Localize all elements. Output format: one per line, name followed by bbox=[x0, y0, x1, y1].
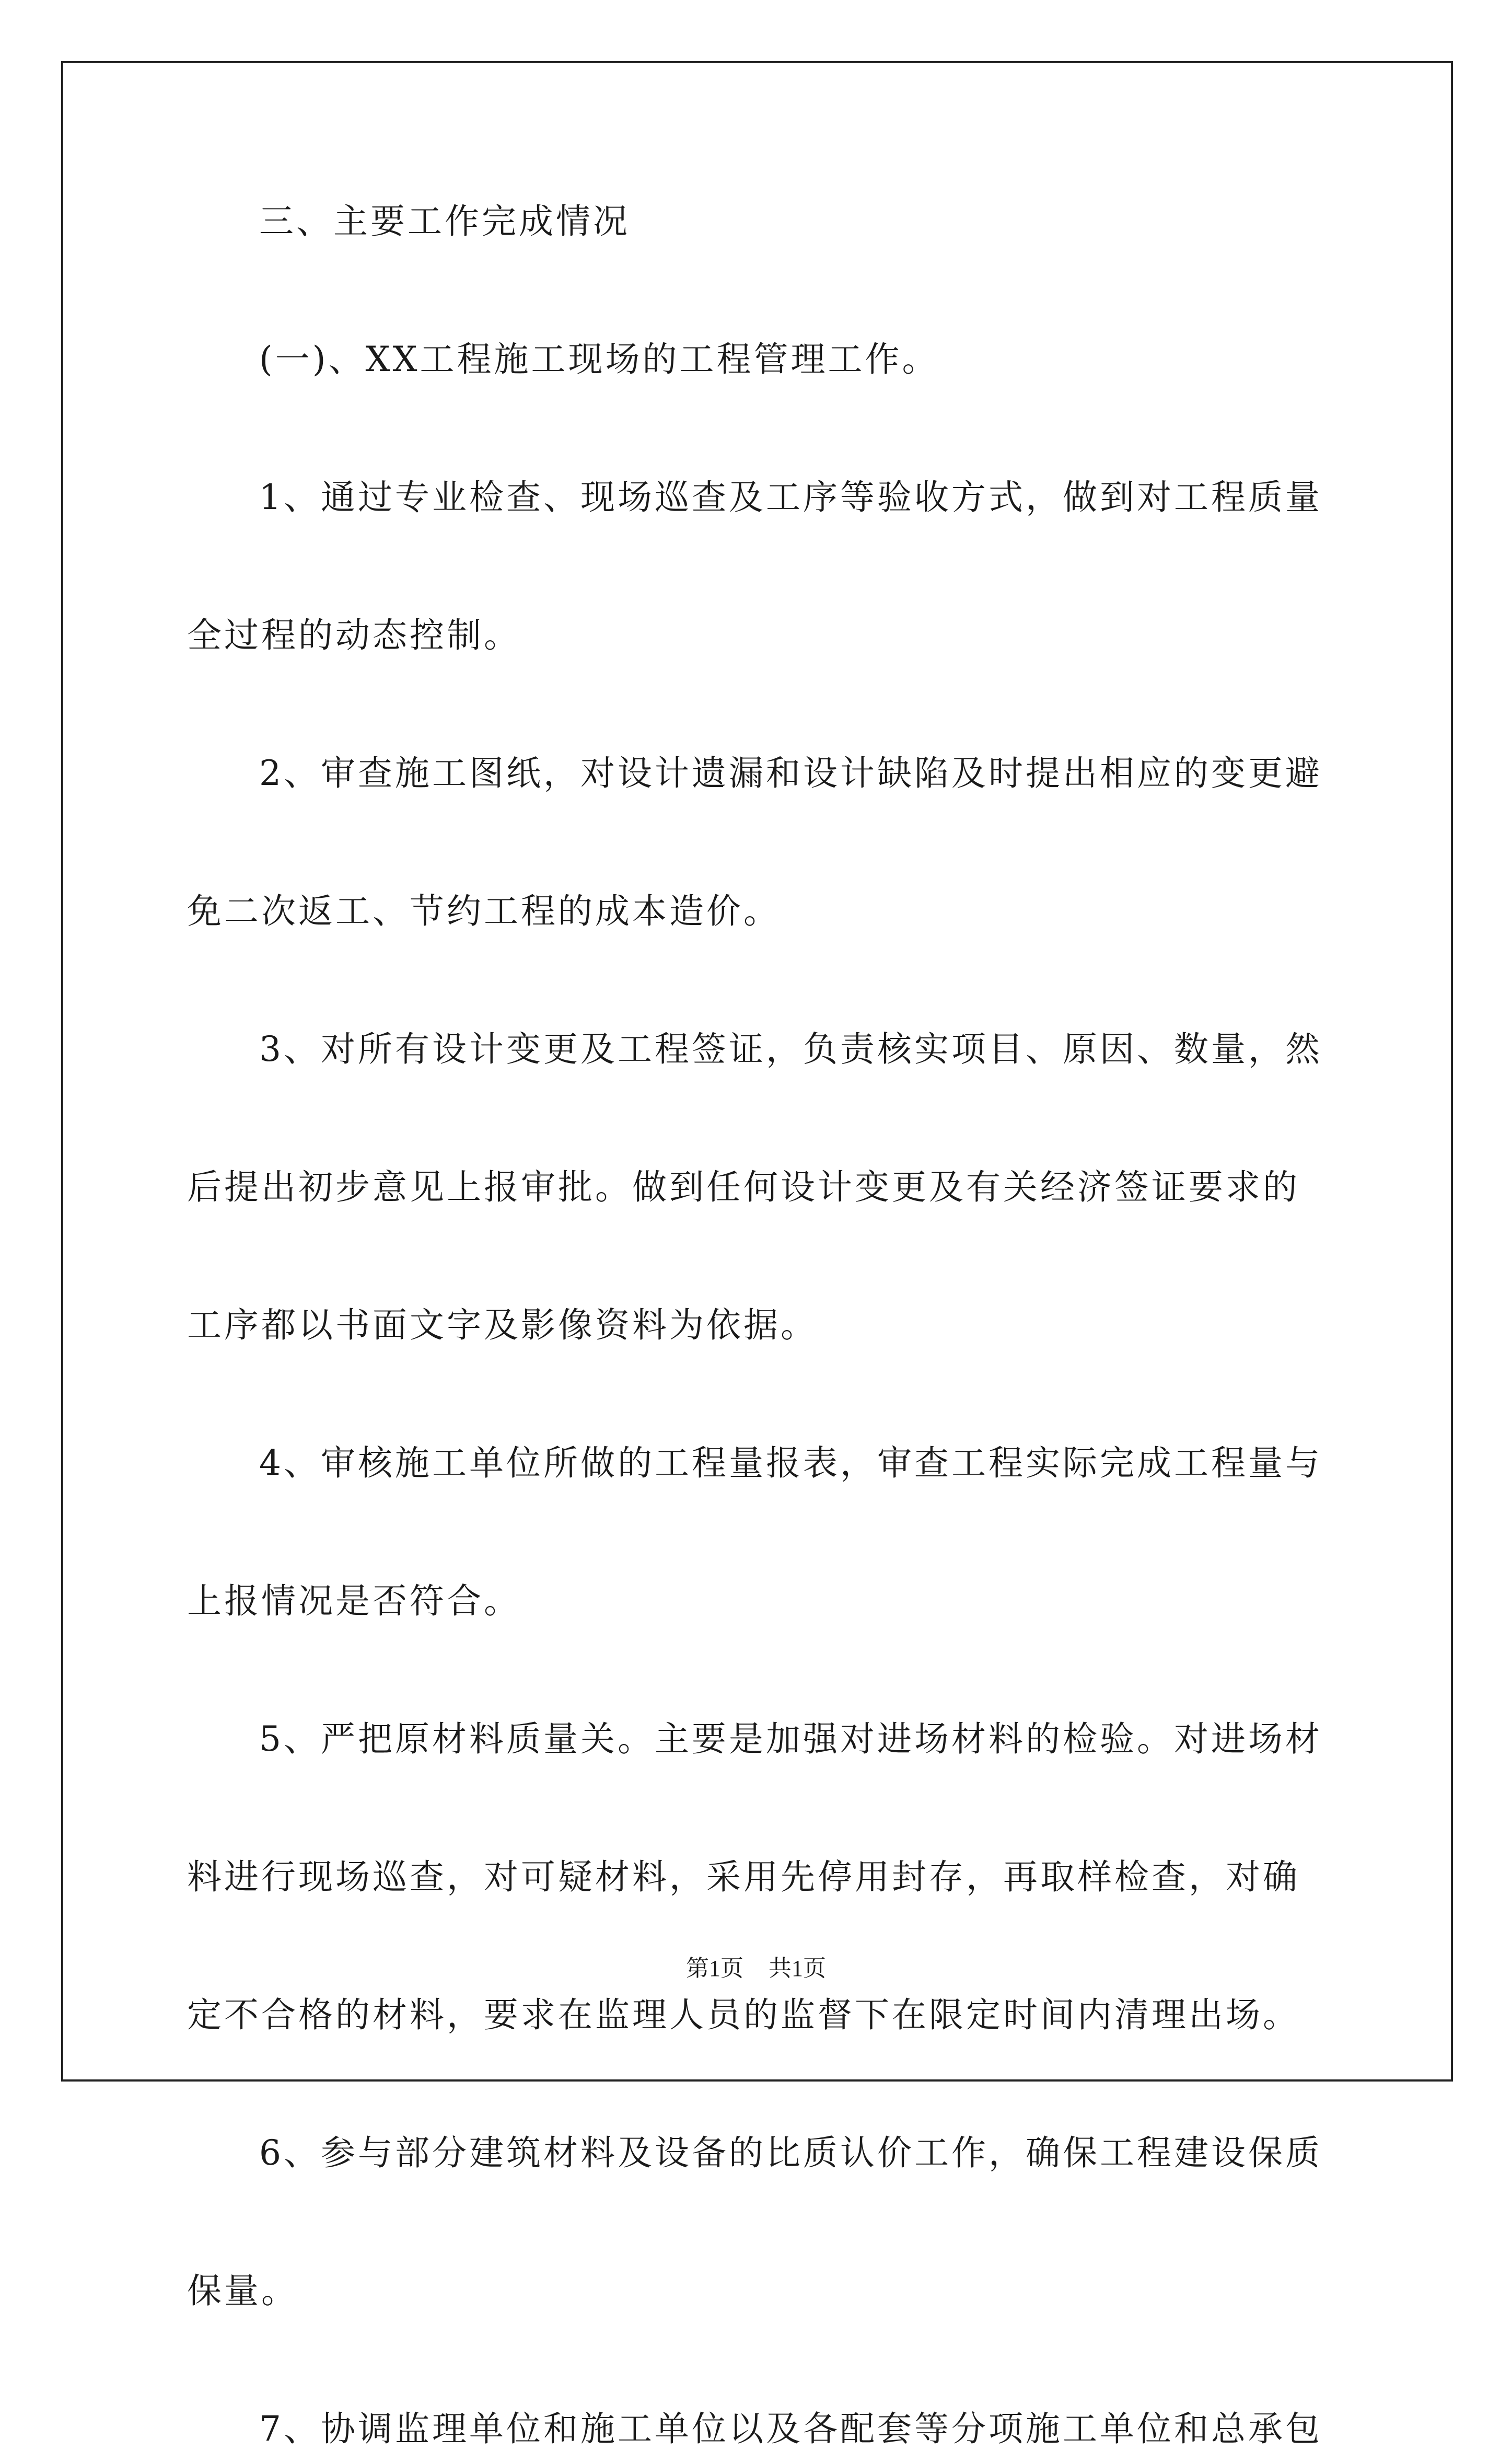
document-body bbox=[187, 200, 1336, 2451]
paragraph-7 bbox=[187, 2407, 1336, 2451]
paragraph-line: 6、参与部分建筑材料及设备的比质认价工作，确保工程建设保质 bbox=[259, 2133, 1322, 2173]
paragraph-2 bbox=[187, 752, 1336, 933]
paragraph-line: 免二次返工、节约工程的成本造价。 bbox=[187, 891, 781, 931]
page-number-total: 共1页 bbox=[769, 1956, 826, 1981]
paragraph-3 bbox=[187, 1027, 1336, 1347]
paragraph-line: 料进行现场巡查，对可疑材料，采用先停用封存，再取样检查，对确 bbox=[187, 1857, 1300, 1897]
paragraph-line: 2、审查施工图纸，对设计遗漏和设计缺陷及时提出相应的变更避 bbox=[259, 753, 1322, 793]
paragraph-line: 4、审核施工单位所做的工程量报表，审查工程实际完成工程量与 bbox=[259, 1443, 1322, 1483]
paragraph-line: 全过程的动态控制。 bbox=[187, 615, 521, 655]
paragraph-line: 工序都以书面文字及影像资料为依据。 bbox=[187, 1305, 818, 1345]
page-number-current: 第1页 bbox=[686, 1956, 743, 1981]
paragraph-line: 7、协调监理单位和施工单位以及各配套等分项施工单位和总承包 bbox=[259, 2409, 1322, 2449]
paragraph-4 bbox=[187, 1441, 1336, 1623]
paragraph-line: 定不合格的材料，要求在监理人员的监督下在限定时间内清理出场。 bbox=[187, 1995, 1300, 2035]
page-footer bbox=[0, 1949, 1512, 1983]
paragraph-6 bbox=[187, 2131, 1336, 2313]
paragraph-line: 上报情况是否符合。 bbox=[187, 1581, 521, 1621]
paragraph-1 bbox=[187, 476, 1336, 657]
paragraph-line: 3、对所有设计变更及工程签证，负责核实项目、原因、数量，然 bbox=[259, 1029, 1322, 1069]
section-heading: 三、主要工作完成情况 bbox=[259, 201, 630, 241]
paragraph-5 bbox=[187, 1717, 1336, 2037]
paragraph-line: 保量。 bbox=[187, 2271, 298, 2311]
paragraph-line: 后提出初步意见上报审批。做到任何设计变更及有关经济签证要求的 bbox=[187, 1167, 1300, 1207]
paragraph-line: 1、通过专业检查、现场巡查及工序等验收方式，做到对工程质量 bbox=[259, 477, 1322, 517]
section-subheading: (一)、XX工程施工现场的工程管理工作。 bbox=[259, 339, 939, 379]
paragraph-line: 5、严把原材料质量关。主要是加强对进场材料的检验。对进场材 bbox=[259, 1719, 1322, 1759]
